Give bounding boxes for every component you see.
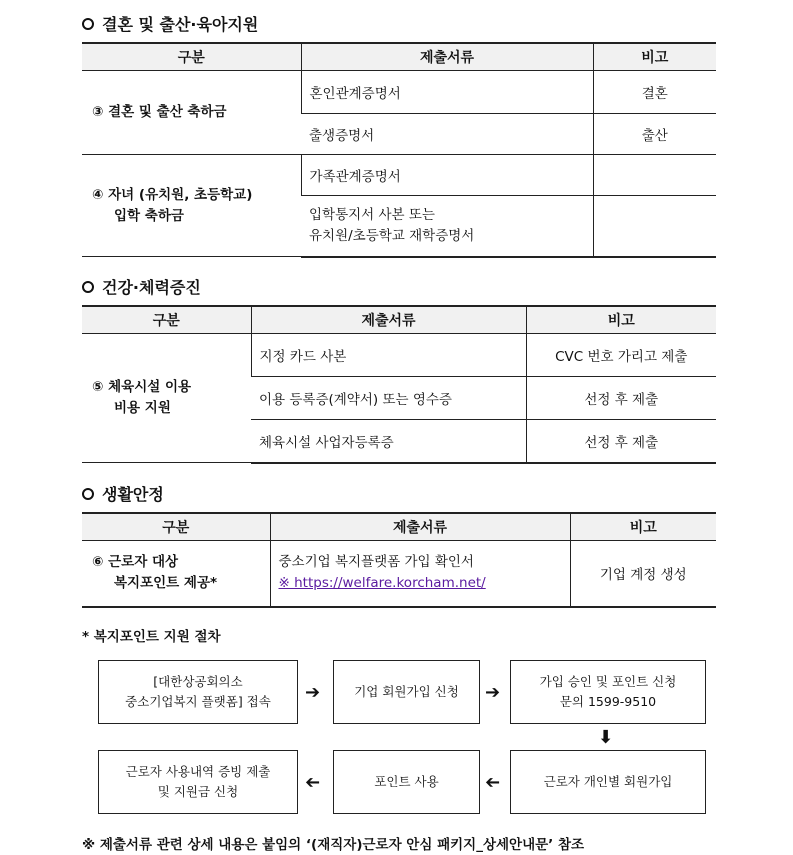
section-title-life: 생활안정	[82, 482, 164, 505]
category-line: ⑤ 체육시설 이용	[92, 379, 192, 395]
doc-line: 중소기업 복지플랫폼 가입 확인서	[278, 554, 474, 571]
step-text: [대한상공회의소	[153, 674, 243, 689]
circle-bullet-icon	[82, 281, 94, 293]
step-text: 문의 1599-9510	[559, 694, 657, 709]
category-line: ⑥ 근로자 대상	[92, 554, 179, 571]
section-title-marriage: 결혼 및 출산·육아지원	[82, 12, 258, 35]
category-cell	[82, 155, 301, 257]
step-text: 근로자 사용내역 증빙 제출	[125, 764, 271, 779]
doc-cell	[301, 196, 593, 257]
procedure-title: * 복지포인트 지원 절차	[82, 629, 221, 645]
arrow-left-icon: ➔	[485, 772, 501, 793]
note-cell: CVC 번호 가리고 제출	[526, 334, 716, 377]
table-health	[82, 305, 716, 464]
note-cell	[593, 196, 716, 257]
circle-bullet-icon	[82, 18, 94, 30]
category-line: 입학 축하금	[114, 207, 184, 224]
step-text: 근로자 개인별 회원가입	[543, 774, 673, 789]
header-note: 비고	[570, 513, 716, 541]
step-text: 중소기업복지 플랫폼] 접속	[125, 694, 271, 709]
category-line: 복지포인트 제공*	[114, 575, 218, 592]
doc-line: 입학통지서 사본 또는	[309, 206, 435, 223]
doc-line: 유치원/초등학교 재학증명서	[309, 227, 475, 244]
step-text: 가입 승인 및 포인트 신청	[539, 674, 677, 689]
doc-cell: 가족관계증명서	[301, 155, 593, 196]
header-docs: 제출서류	[270, 513, 570, 541]
note-cell: 출산	[593, 114, 716, 155]
doc-cell: 혼인관계증명서	[301, 71, 593, 114]
welfare-link[interactable]: ※ https://welfare.korcham.net/	[278, 575, 486, 592]
doc-cell: 출생증명서	[301, 114, 593, 155]
procedure-step-6	[98, 750, 298, 814]
category-cell	[82, 334, 251, 463]
footnote: ※ 제출서류 관련 상세 내용은 붙임의 ‘(재직자)근로자 안심 패키지_상세안내문’ 참조	[82, 837, 585, 853]
category-line: ④ 자녀 (유치원, 초등학교)	[92, 186, 253, 203]
header-docs: 제출서류	[301, 43, 593, 71]
header-category: 구분	[82, 43, 301, 71]
arrow-right-icon: ➔	[485, 682, 501, 703]
note-cell: 선정 후 제출	[526, 377, 716, 420]
step-text: 포인트 사용	[374, 774, 439, 789]
section-title-health: 건강·체력증진	[82, 275, 201, 298]
doc-cell: 체육시설 사업자등록증	[251, 420, 526, 463]
header-category: 구분	[82, 306, 251, 334]
procedure-step-1	[98, 660, 298, 724]
note-cell: 기업 계정 생성	[570, 541, 716, 607]
header-note: 비고	[593, 43, 716, 71]
step-text: 및 지원금 신청	[157, 784, 239, 799]
note-cell	[593, 155, 716, 196]
doc-cell: 이용 등록증(계약서) 또는 영수증	[251, 377, 526, 420]
note-cell: 선정 후 제출	[526, 420, 716, 463]
arrow-down-icon: ⬇	[598, 727, 614, 748]
doc-cell: 지정 카드 사본	[251, 334, 526, 377]
procedure-step-5	[333, 750, 480, 814]
header-docs: 제출서류	[251, 306, 526, 334]
category-cell: ③ 결혼 및 출산 축하금	[82, 71, 301, 155]
arrow-left-icon: ➔	[305, 772, 321, 793]
arrow-right-icon: ➔	[305, 682, 321, 703]
circle-bullet-icon	[82, 488, 94, 500]
procedure-step-3	[510, 660, 706, 724]
category-line: 비용 지원	[114, 400, 171, 416]
note-cell: 결혼	[593, 71, 716, 114]
header-category: 구분	[82, 513, 270, 541]
header-note: 비고	[526, 306, 716, 334]
category-cell	[82, 541, 270, 607]
procedure-step-4	[510, 750, 706, 814]
doc-cell	[270, 541, 570, 607]
step-text: 기업 회원가입 신청	[354, 684, 459, 699]
table-marriage	[82, 42, 716, 258]
procedure-step-2	[333, 660, 480, 724]
table-life	[82, 512, 716, 608]
